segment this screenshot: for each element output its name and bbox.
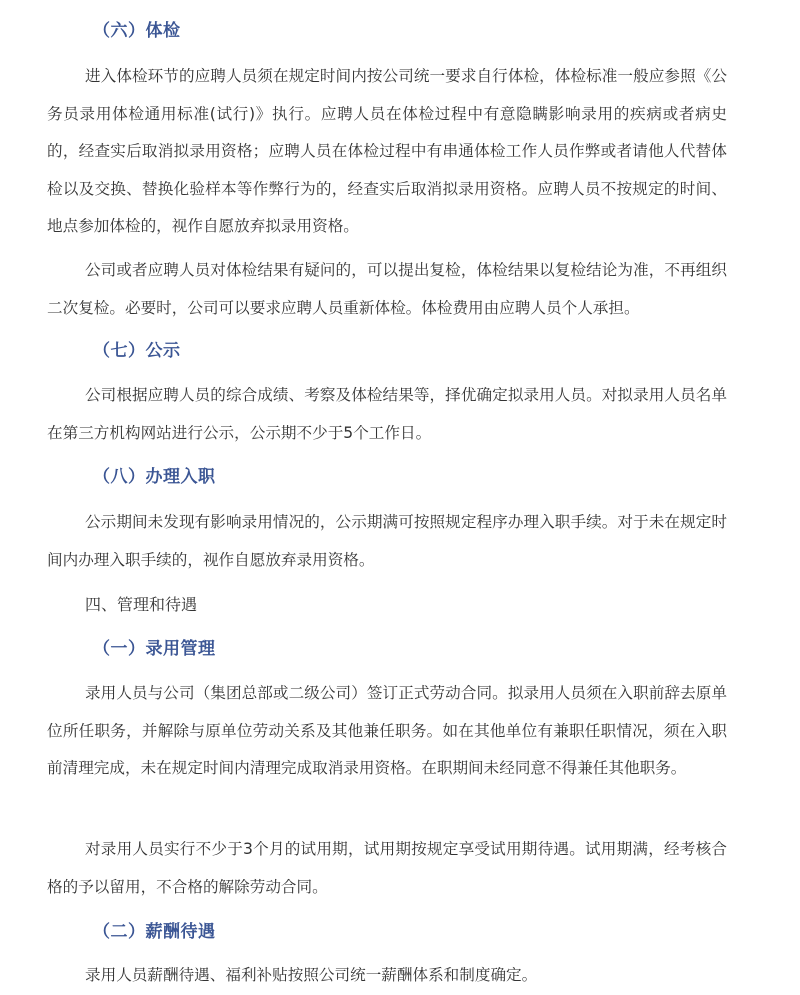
paragraph-physical-exam-rules: 进入体检环节的应聘人员须在规定时间内按公司统一要求自行体检，体检标准一般应参照《公务员录用体检通用标准(试行)》执行。应聘人员在体检过程中有意隐瞒影响录用的疾病或者病史的，经查实后取消拟录用资格；应聘人员在体检过程中有串通体检工作人员作弊或者请他人代替体检以及交换、替换化验样本等作弊行为的，经查实后取消拟录用资格。应聘人员不按规定的时间、地点参加体检的，视作自愿放弃拟录用资格。 <box>47 67 727 235</box>
part-heading-management: 四、管理和待遇 <box>85 595 198 614</box>
paragraph-physical-exam-recheck: 公司或者应聘人员对体检结果有疑问的，可以提出复检，体检结果以复检结论为准，不再组织二次复检。必要时，公司可以要求应聘人员重新体检。体检费用由应聘人员个人承担。 <box>47 261 727 317</box>
paragraph-probation: 对录用人员实行不少于3个月的试用期，试用期按规定享受试用期待遇。试用期满，经考核合格的予以留用，不合格的解除劳动合同。 <box>47 840 727 896</box>
section-heading-employment-management: （一）录用管理 <box>93 639 216 659</box>
section-heading-publicity: （七）公示 <box>93 341 181 361</box>
paragraph-salary: 录用人员薪酬待遇、福利补贴按照公司统一薪酬体系和制度确定。 <box>85 966 538 984</box>
paragraph-publicity: 公司根据应聘人员的综合成绩、考察及体检结果等，择优确定拟录用人员。对拟录用人员名单在第三方机构网站进行公示，公示期不少于5个工作日。 <box>47 386 727 442</box>
section-heading-physical-exam: （六）体检 <box>93 21 181 41</box>
section-heading-onboarding: （八）办理入职 <box>93 467 216 487</box>
paragraph-onboarding: 公示期间未发现有影响录用情况的，公示期满可按照规定程序办理入职手续。对于未在规定时间内办理入职手续的，视作自愿放弃录用资格。 <box>47 513 727 569</box>
section-heading-salary: （二）薪酬待遇 <box>93 922 216 942</box>
paragraph-employment-contract: 录用人员与公司（集团总部或二级公司）签订正式劳动合同。拟录用人员须在入职前辞去原单位所任职务，并解除与原单位劳动关系及其他兼任职务。如在其他单位有兼职任职情况，须在入职前清理完成，未在规定时间内清理完成取消录用资格。在职期间未经同意不得兼任其他职务。 <box>47 684 727 777</box>
